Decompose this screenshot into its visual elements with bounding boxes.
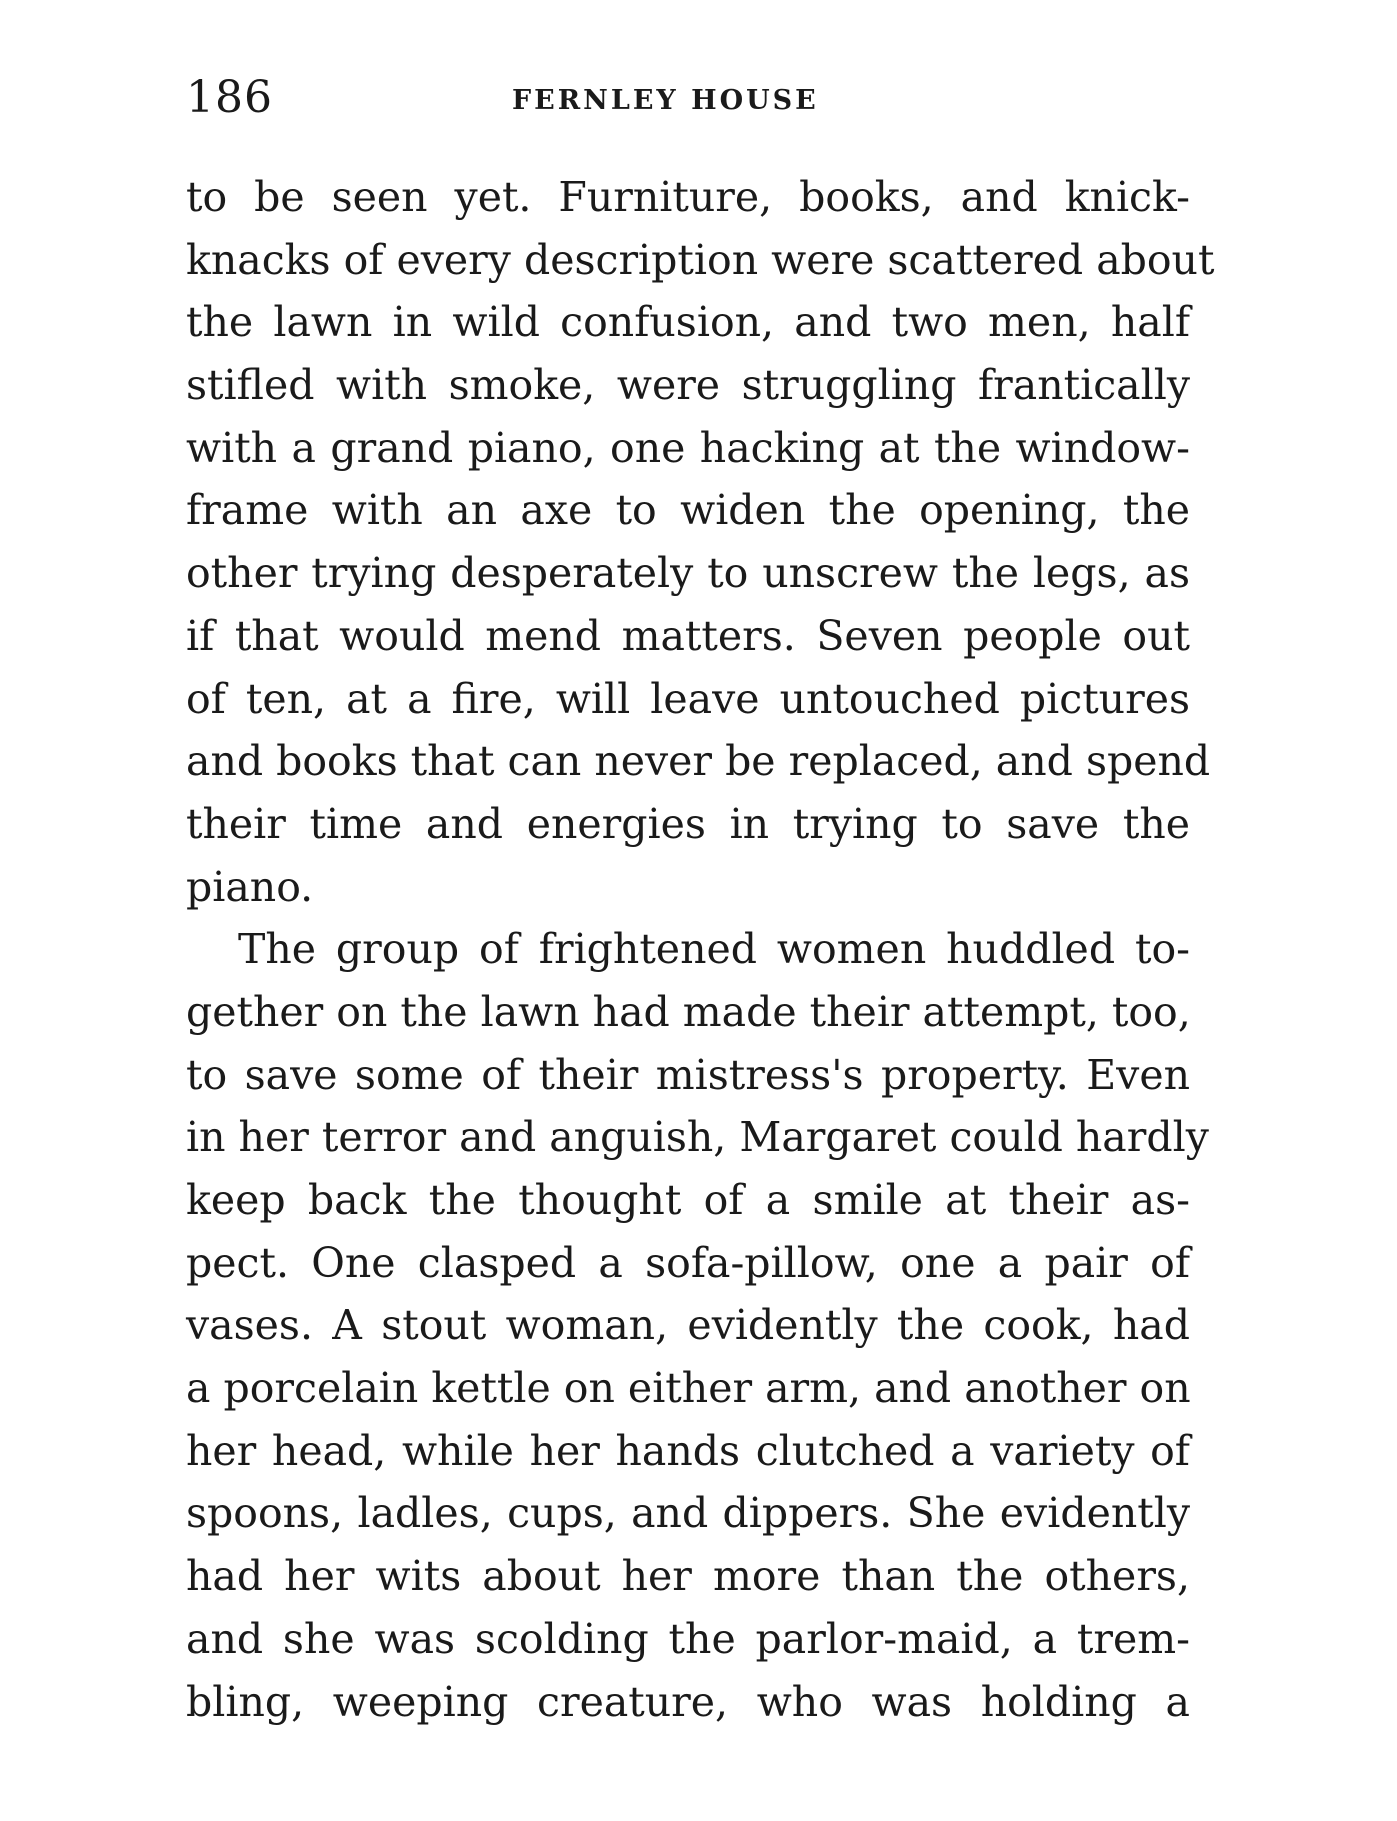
text-line: to save some of their mistress's property. Even xyxy=(186,1050,1190,1099)
text-line: her head, while her hands clutched a variety of xyxy=(186,1426,1190,1475)
text-line: had her wits about her more than the others, xyxy=(186,1552,1190,1601)
text-line: their time and energies in trying to save the xyxy=(186,799,1190,848)
text-line: of ten, at a fire, will leave untouched pictures xyxy=(186,674,1190,723)
text-line: pect. One clasped a sofa-pillow, one a pair of xyxy=(186,1238,1190,1287)
text-line: knacks of every description were scattered about xyxy=(186,235,1215,284)
text-line: to be seen yet. Furniture, books, and knick- xyxy=(186,173,1190,221)
text-line: piano. xyxy=(186,862,314,911)
text-line: frame with an axe to widen the opening, the xyxy=(186,486,1190,535)
text-line: a porcelain kettle on either arm, and another on xyxy=(186,1364,1191,1413)
paragraph-1 xyxy=(186,166,1215,918)
running-title: FERNLEY HOUSE xyxy=(512,85,819,116)
text-line: with a grand piano, one hacking at the window- xyxy=(186,423,1190,472)
text-line: and books that can never be replaced, and spend xyxy=(186,737,1211,786)
text-line: spoons, ladles, cups, and dippers. She evidently xyxy=(186,1489,1190,1538)
text-line: and she was scolding the parlor-maid, a trem- xyxy=(186,1614,1190,1663)
text-line: the lawn in wild confusion, and two men, half xyxy=(186,298,1190,347)
text-line: vases. A stout woman, evidently the cook, had xyxy=(186,1301,1190,1350)
text-line: bling, weeping creature, who was holding a xyxy=(186,1677,1190,1726)
text-line: if that would mend matters. Seven people out xyxy=(186,611,1190,660)
text-line: in her terror and anguish, Margaret could hardly xyxy=(186,1113,1209,1162)
text-line: stifled with smoke, were struggling frantically xyxy=(186,361,1190,410)
text-line: The group of frightened women huddled to- xyxy=(238,925,1190,974)
body-text xyxy=(186,166,1215,1733)
text-line: gether on the lawn had made their attempt, too, xyxy=(186,987,1191,1036)
running-header xyxy=(186,68,1186,128)
paragraph-2 xyxy=(186,918,1209,1733)
page-number: 186 xyxy=(186,72,273,123)
text-line: other trying desperately to unscrew the legs, as xyxy=(186,549,1190,598)
text-line: keep back the thought of a smile at their as- xyxy=(186,1176,1190,1224)
